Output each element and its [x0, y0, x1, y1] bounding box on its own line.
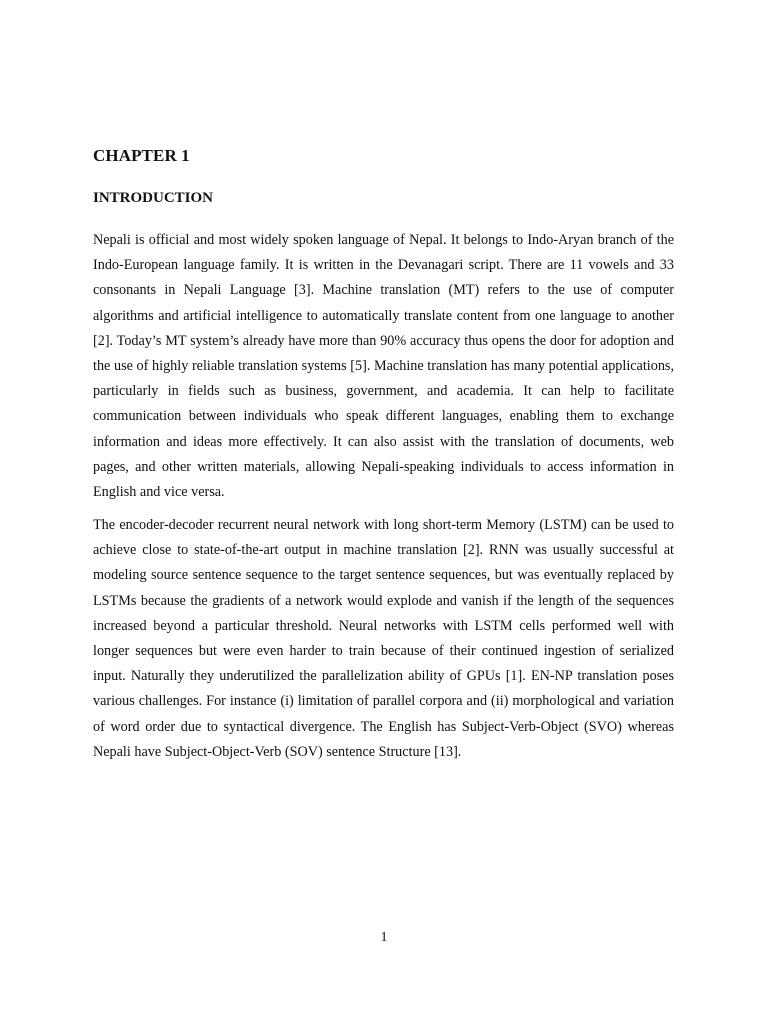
page-number: 1 — [380, 930, 388, 945]
chapter-title: CHAPTER 1 — [93, 146, 190, 165]
intro-paragraph-2: The encoder-decoder recurrent neural network with long short-term Memory (LSTM) can be used to achieve close to state-of-the-art output in machine translation [2]. RNN was usually successful at modeling source sentence sequence to the target sentence sequences, but was eventually replaced by LSTMs because the gradients of a network would explode and vanish if the length of the sequences increased beyond a particular threshold. Neural networks with LSTM cells performed well with longer sequences but were even harder to train because of their continued ingestion of serialized input. Naturally they underutilized the parallelization ability of GPUs [1]. EN-NP translation poses various challenges. For instance (i) limitation of parallel corpora and (ii) morphological and variation of word order due to syntactical divergence. The English has Subject-Verb-Object (SVO) whereas Nepali have Subject-Object-Verb (SOV) sentence Structure [13]. — [93, 517, 674, 760]
intro-paragraph-1: Nepali is official and most widely spoken language of Nepal. It belongs to Indo-Aryan branch of the Indo-European language family. It is written in the Devanagari script. There are 11 vowels and 33 consonants in Nepali Language [3]. Machine translation (MT) refers to the use of computer algorithms and artificial intelligence to automatically translate content from one language to another [2]. Today’s MT system’s already have more than 90% accuracy thus opens the door for adoption and the use of highly reliable translation systems [5]. Machine translation has many potential applications, particularly in fields such as business, government, and academia. It can help to facilitate communication between individuals who speak different languages, enabling them to exchange information and ideas more effectively. It can also assist with the translation of documents, web pages, and other written materials, allowing Nepali-speaking individuals to access information in English and vice versa. — [93, 232, 674, 501]
section-heading: INTRODUCTION — [93, 190, 214, 206]
